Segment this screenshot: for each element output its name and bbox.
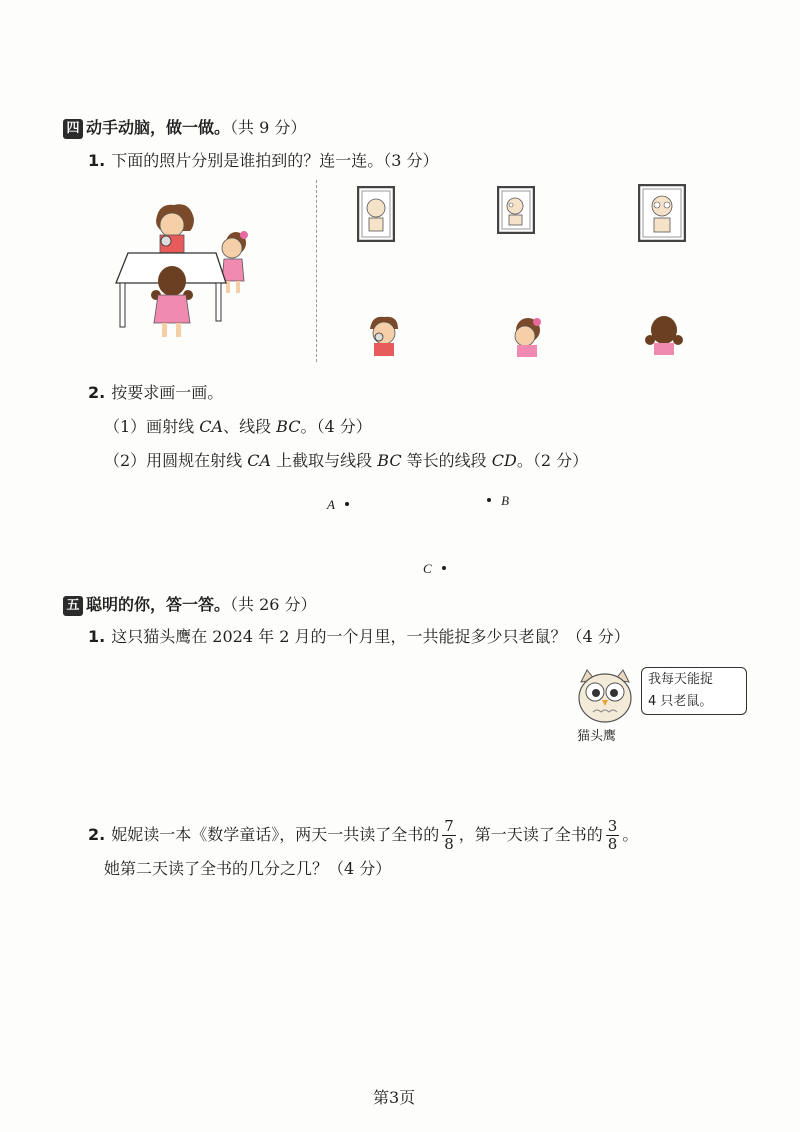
text: 等长的线段 <box>401 451 492 470</box>
girl-side-avatar <box>509 314 545 358</box>
question-text: 按要求画一画。 <box>111 383 224 402</box>
question-number: 1. <box>88 151 106 170</box>
text: CA <box>199 417 224 436</box>
point-b-dot <box>487 498 491 502</box>
photo-frame-1 <box>357 186 395 242</box>
kids-around-table-illustration <box>108 195 258 345</box>
text: 。 <box>622 825 639 844</box>
text: BC <box>276 417 301 436</box>
subquestion-2 <box>104 448 588 471</box>
question-number: 2. <box>88 383 106 402</box>
text: （2）用圆规在射线 <box>104 451 248 470</box>
text: CD <box>491 451 517 470</box>
question-5-1 <box>88 624 630 647</box>
numerator: 3 <box>607 817 618 835</box>
section-4-points: （共 9 分） <box>230 118 307 137</box>
point-c-dot <box>442 566 446 570</box>
section-4-badge: 四 <box>63 119 83 139</box>
owl-caption: 猫头鹰 <box>577 729 617 744</box>
photo-frame-2 <box>497 186 535 234</box>
text: 。（4 分） <box>300 417 372 436</box>
question-text: 这只猫头鹰在 2024 年 2 月的一个月里，一共能捉多少只老鼠？（4 分） <box>111 627 630 646</box>
dashed-divider <box>316 180 317 362</box>
question-number: 1. <box>88 627 106 646</box>
question-number: 2. <box>88 825 106 844</box>
bubble-line-1: 我每天能捉 <box>648 672 714 687</box>
subquestion-1 <box>104 414 372 437</box>
text: CA <box>247 451 272 470</box>
question-5-2 <box>88 818 638 853</box>
owl-illustration <box>573 668 637 724</box>
page-number: 第3页 <box>373 1088 416 1107</box>
section-5-points: （共 26 分） <box>230 595 317 614</box>
point-b <box>487 490 509 509</box>
girl-back-avatar <box>644 310 684 356</box>
boy-avatar <box>364 313 404 357</box>
point-a <box>327 494 349 513</box>
owl-speech-bubble <box>641 667 747 715</box>
section-4-heading <box>63 115 306 139</box>
bubble-line-2: 4 只老鼠。 <box>648 694 713 709</box>
denominator: 8 <box>607 835 618 853</box>
point-a-dot <box>345 502 349 506</box>
text: 、线段 <box>223 417 277 436</box>
question-5-2-line-2: 她第二天读了全书的几分之几？（4 分） <box>104 859 392 878</box>
text: 妮妮读一本《数学童话》，两天一共读了全书的 <box>111 825 440 844</box>
section-5-heading <box>63 592 317 616</box>
question-text: 下面的照片分别是谁拍到的？连一连。（3 分） <box>111 151 439 170</box>
photo-frame-3 <box>638 184 686 242</box>
text: 上截取与线段 <box>271 451 378 470</box>
text: （1）画射线 <box>104 417 200 436</box>
numerator: 7 <box>444 817 454 835</box>
point-c-label: C <box>423 561 432 576</box>
point-c <box>423 558 446 577</box>
section-5-title: 聪明的你，答一答。 <box>86 595 231 614</box>
section-4-title: 动手动脑，做一做。 <box>86 118 231 137</box>
point-a-label: A <box>327 497 335 512</box>
point-b-label: B <box>501 493 510 508</box>
text: ，第一天读了全书的 <box>458 825 603 844</box>
text: BC <box>377 451 402 470</box>
fraction-three-eighths <box>606 818 620 853</box>
denominator: 8 <box>444 835 454 853</box>
text: 。（2 分） <box>516 451 589 470</box>
question-4-2 <box>88 380 223 403</box>
fraction-seven-eighths <box>442 818 456 853</box>
section-5-badge: 五 <box>63 596 83 616</box>
question-4-1 <box>88 148 439 171</box>
